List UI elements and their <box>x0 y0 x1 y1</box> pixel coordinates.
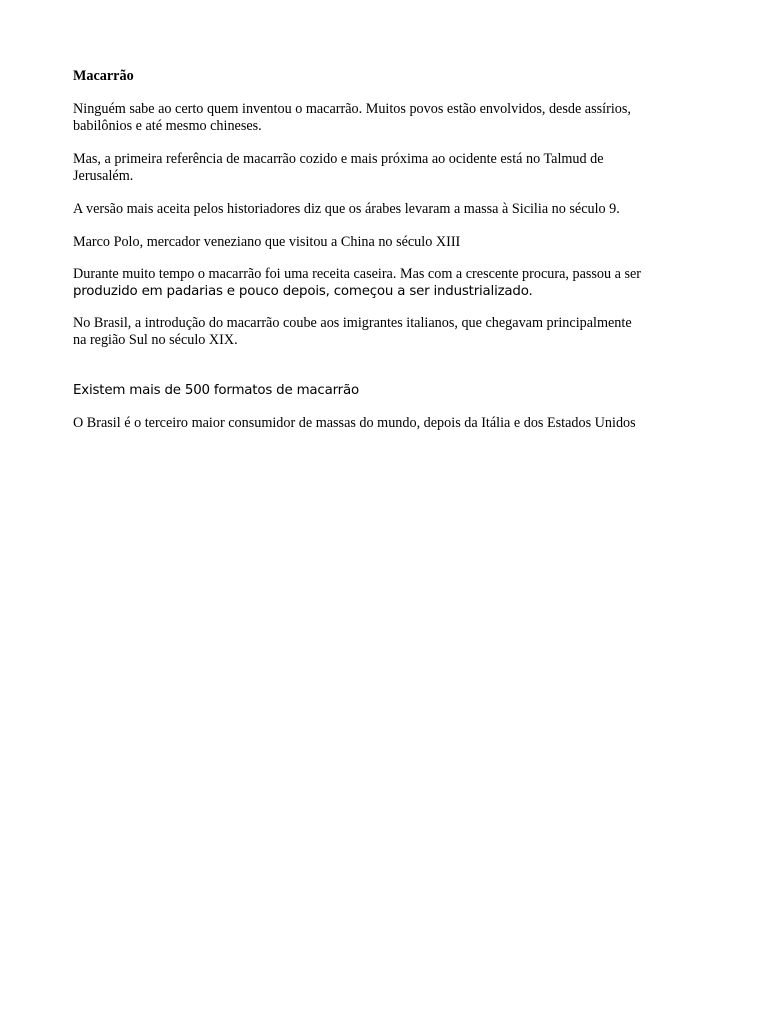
paragraph-talmud <box>73 151 703 185</box>
paragraph-line: Existem mais de 500 formatos de macarrão <box>73 383 359 398</box>
paragraph-origin <box>73 101 703 135</box>
paragraph-brasil <box>73 315 703 349</box>
paragraph-line: babilônios e até mesmo chineses. <box>73 118 262 134</box>
paragraph-line: No Brasil, a introdução do macarrão coube aos imigrantes italianos, que chegavam principalmente <box>73 315 632 331</box>
paragraph-line: Marco Polo, mercador veneziano que visitou a China no século XIII <box>73 234 461 250</box>
paragraph-line: na região Sul no século XIX. <box>73 332 238 348</box>
paragraph-line: Ninguém sabe ao certo quem inventou o macarrão. Muitos povos estão envolvidos, desde assírios, <box>73 101 631 117</box>
document-body <box>73 68 703 432</box>
document-title: Macarrão <box>73 68 134 84</box>
paragraph-line: A versão mais aceita pelos historiadores diz que os árabes levaram a massa à Sicilia no século 9. <box>73 201 620 217</box>
paragraph-line: Jerusalém. <box>73 168 134 184</box>
paragraph-formatos <box>73 382 703 399</box>
paragraph-industrializado <box>73 266 703 300</box>
paragraph-consumidor <box>73 415 703 432</box>
paragraph-line: Mas, a primeira referência de macarrão cozido e mais próxima ao ocidente está no Talmud de <box>73 151 604 167</box>
paragraph-line: produzido em padarias e pouco depois, começou a ser industrializado. <box>73 284 533 299</box>
paragraph-line: Durante muito tempo o macarrão foi uma receita caseira. Mas com a crescente procura, passou a ser <box>73 266 642 282</box>
paragraph-line: O Brasil é o terceiro maior consumidor de massas do mundo, depois da Itália e dos Estados Unidos <box>73 415 636 431</box>
paragraph-marco-polo <box>73 234 703 251</box>
paragraph-sicilia <box>73 201 703 218</box>
